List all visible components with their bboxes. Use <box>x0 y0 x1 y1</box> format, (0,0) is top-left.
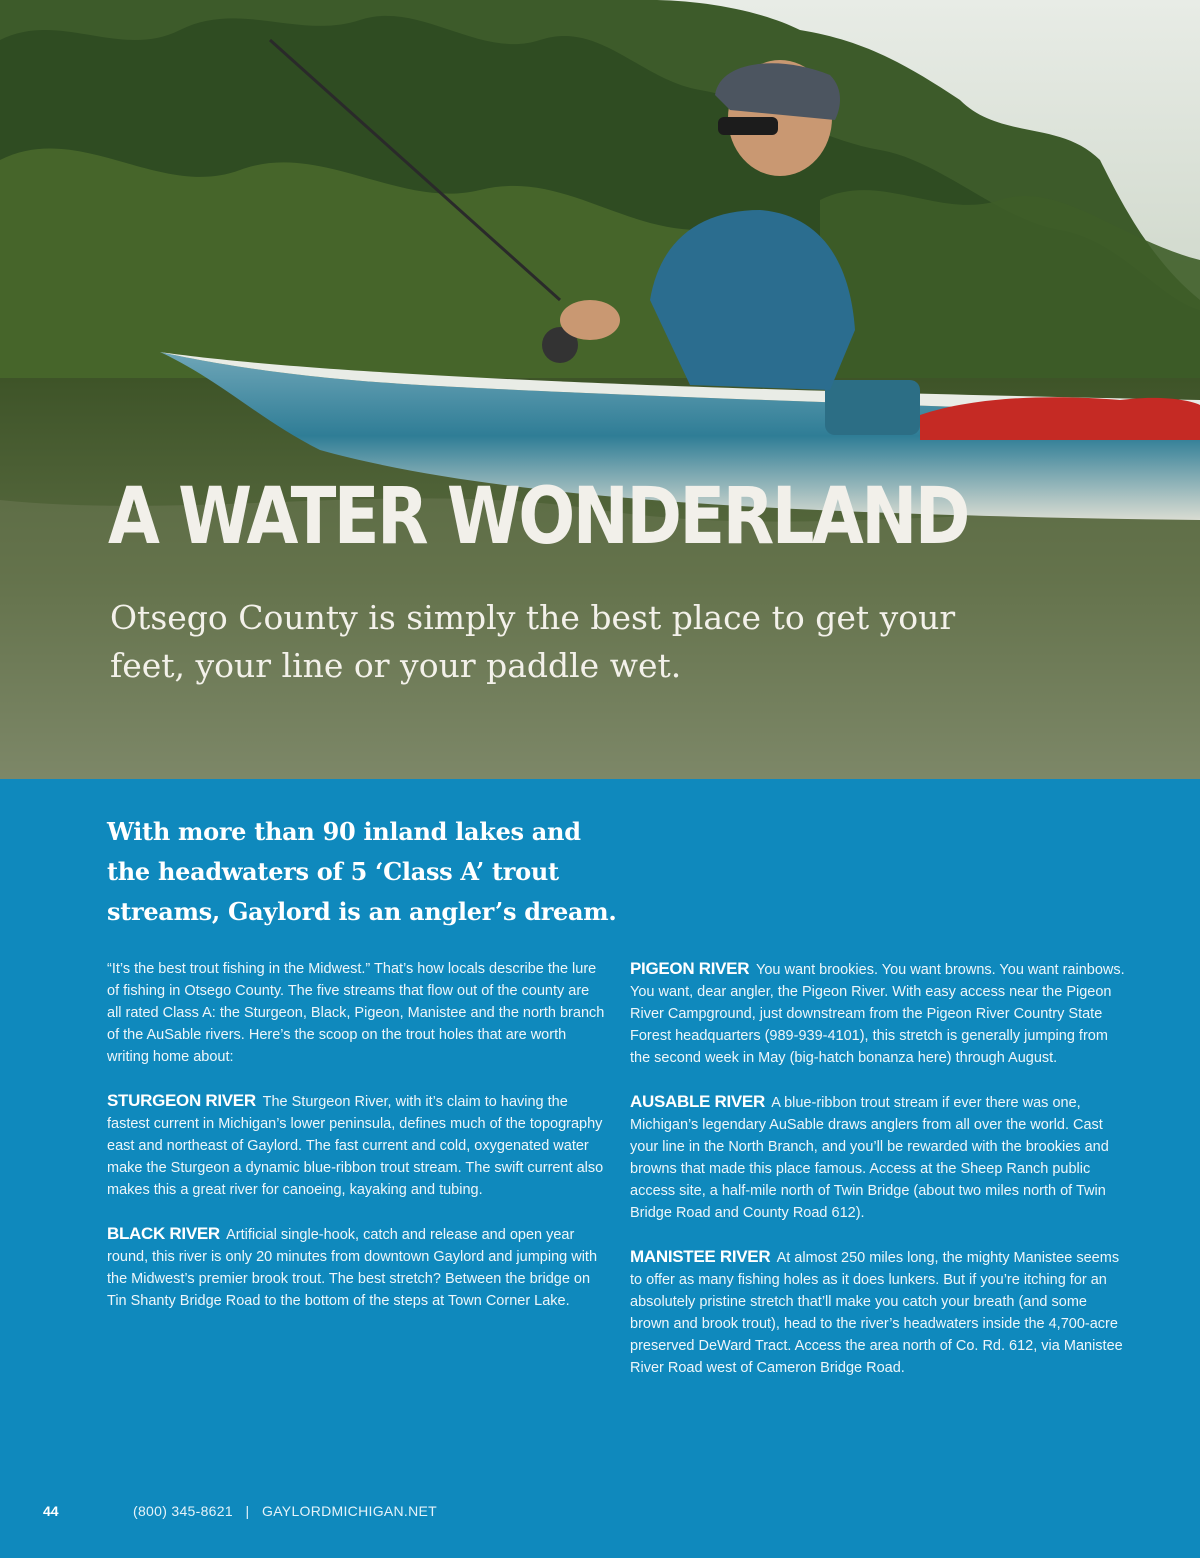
section-manistee <box>630 1246 1130 1379</box>
section-body: A blue-ribbon trout stream if ever there was one, Michigan’s legendary AuSable draws anglers from all over the world. Cast your line in the North Branch, and you’ll be rewarded with the brookies and browns that made this place famous. Access at the Sheep Ranch public access site, a half-mile north of Twin Bridge (about two miles north of Twin Bridge Road and County Road 612). <box>630 1095 1109 1221</box>
section-body: At almost 250 miles long, the mighty Manistee seems to offer as many fishing holes as it does lunkers. But if you’re itching for an absolutely pristine stretch that’ll make you catch your breath (and some brown and brook trout), head to the river’s headwaters inside the 4,700-acre preserved DeWard Tract. Access the area north of Co. Rd. 612, via Manistee River Road west of Cameron Bridge Road. <box>630 1250 1123 1376</box>
section-body: You want brookies. You want browns. You want rainbows. You want, dear angler, the Pigeon River. With easy access near the Pigeon River Campground, just downstream from the Pigeon River Country State Forest headquarters (989-939-4101), this stretch is generally jumping from the second week in May (big-hatch bonanza here) through August. <box>630 962 1125 1066</box>
section-pigeon <box>630 958 1130 1069</box>
footer-contact: (800) 345-8621 | GAYLORDMICHIGAN.NET <box>133 1503 438 1519</box>
section-heading: MANISTEE RIVER <box>630 1247 771 1266</box>
section-black <box>107 1223 607 1312</box>
lead-paragraph: “It’s the best trout fishing in the Midwest.” That’s how locals describe the lure of fishing in Otsego County. The five streams that flow out of the county are all rated Class A: the Sturgeon, Black, Pigeon, Manistee and the north branch of the AuSable rivers. Here’s the scoop on the trout holes that are worth writing home about: <box>107 961 605 1065</box>
page-footer <box>0 1500 1200 1524</box>
section-heading: BLACK RIVER <box>107 1224 220 1243</box>
section-body: The Sturgeon River, with it’s claim to having the fastest current in Michigan’s lower peninsula, defines much of the topography east and northeast of Gaylord. The fast current and cold, oxygenated water make the Sturgeon a dynamic blue-ribbon trout stream. The swift current also makes this a great river for canoeing, kayaking and tubing. <box>107 1094 604 1198</box>
page-number: 44 <box>43 1503 59 1519</box>
right-column <box>630 958 1130 1401</box>
section-heading: PIGEON RIVER <box>630 959 750 978</box>
section-body: Artificial single-hook, catch and release and open year round, this river is only 20 minutes from downtown Gaylord and jumping with the Midwest’s premier brook trout. The best stretch? Between the bridge on Tin Shanty Bridge Road to the bottom of the steps at Town Corner Lake. <box>107 1227 598 1309</box>
page-subtitle: Otsego County is simply the best place to get your feet, your line or your paddle wet. <box>110 598 956 685</box>
intro-headline: With more than 90 inland lakes and the headwaters of 5 ‘Class A’ trout streams, Gaylord is an angler’s dream. <box>107 817 617 926</box>
section-heading: STURGEON RIVER <box>107 1091 256 1110</box>
page-title: A WATER WONDERLAND <box>108 472 968 562</box>
left-column <box>107 958 607 1334</box>
section-sturgeon <box>107 1090 607 1201</box>
section-ausable <box>630 1091 1130 1224</box>
section-heading: AUSABLE RIVER <box>630 1092 765 1111</box>
